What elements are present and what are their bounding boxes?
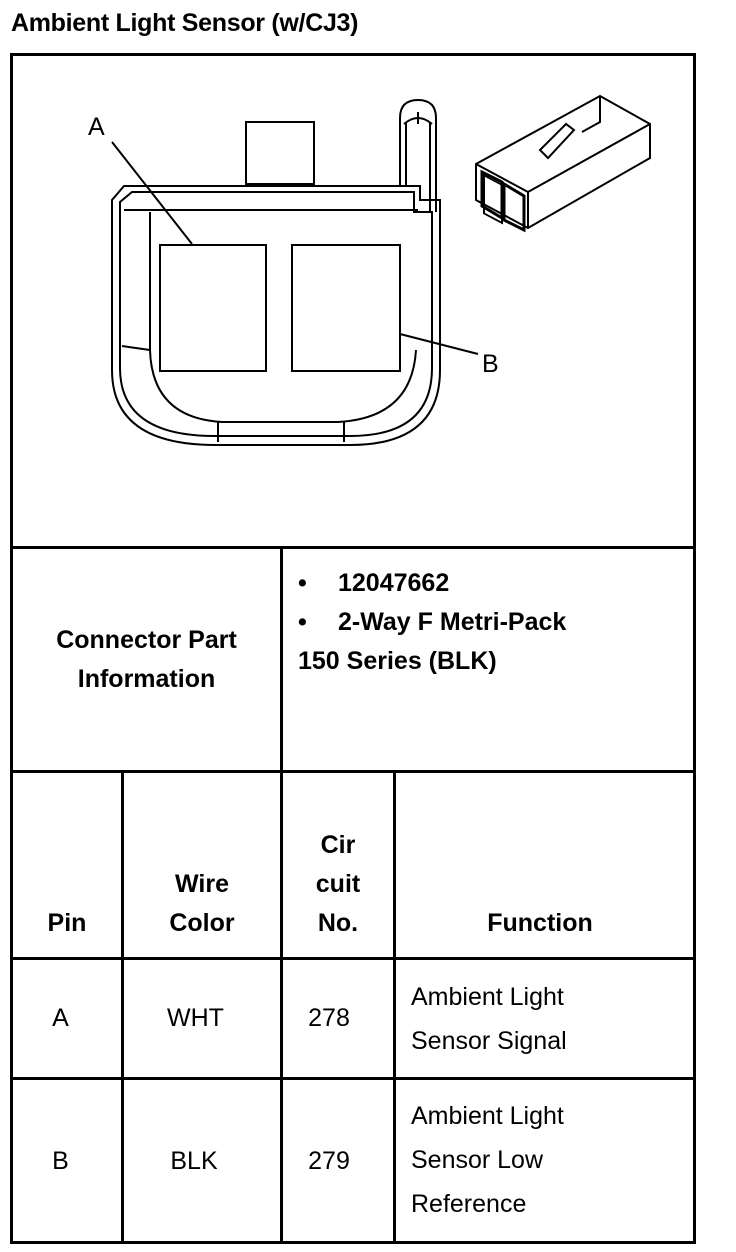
pin-label-b: B <box>482 350 499 378</box>
row-b-function: Ambient Light Sensor Low Reference <box>411 1102 564 1218</box>
pin-label-a: A <box>88 113 105 141</box>
cavity-b <box>292 245 400 371</box>
page-title: Ambient Light Sensor (w/CJ3) <box>11 9 359 37</box>
connector-face-diagram <box>0 0 736 546</box>
row-a-pin: A <box>52 1004 69 1032</box>
header-circuit-no: Cir cuit No. <box>315 831 361 937</box>
cavity-a <box>160 245 266 371</box>
connector-info-details <box>298 564 688 681</box>
header-wire-color: Wire Color <box>169 870 235 937</box>
row-b-wire-color: BLK <box>170 1147 218 1175</box>
row-b-pin: B <box>52 1147 69 1175</box>
row-a-function: Ambient Light Sensor Signal <box>411 983 567 1055</box>
connector-info-label <box>13 549 280 770</box>
connector-info-label-line2: Information <box>77 664 216 693</box>
connector-type-item: • 2-Way F Metri-Pack <box>298 603 688 642</box>
latch-tab <box>246 122 314 184</box>
header-pin: Pin <box>47 909 87 937</box>
connector-series: 150 Series (BLK) <box>298 647 497 675</box>
divider-info-col <box>280 546 283 773</box>
connector-info-label-line1: Connector Part <box>56 625 237 654</box>
row-a-wire-color: WHT <box>167 1004 224 1032</box>
part-number-item: • 12047662 <box>298 564 688 603</box>
row-a-circuit: 278 <box>308 1004 350 1032</box>
part-number: 12047662 <box>338 569 450 597</box>
connector-type: 2-Way F Metri-Pack <box>338 608 567 636</box>
row-b-circuit: 279 <box>308 1147 350 1175</box>
header-function: Function <box>487 909 593 937</box>
